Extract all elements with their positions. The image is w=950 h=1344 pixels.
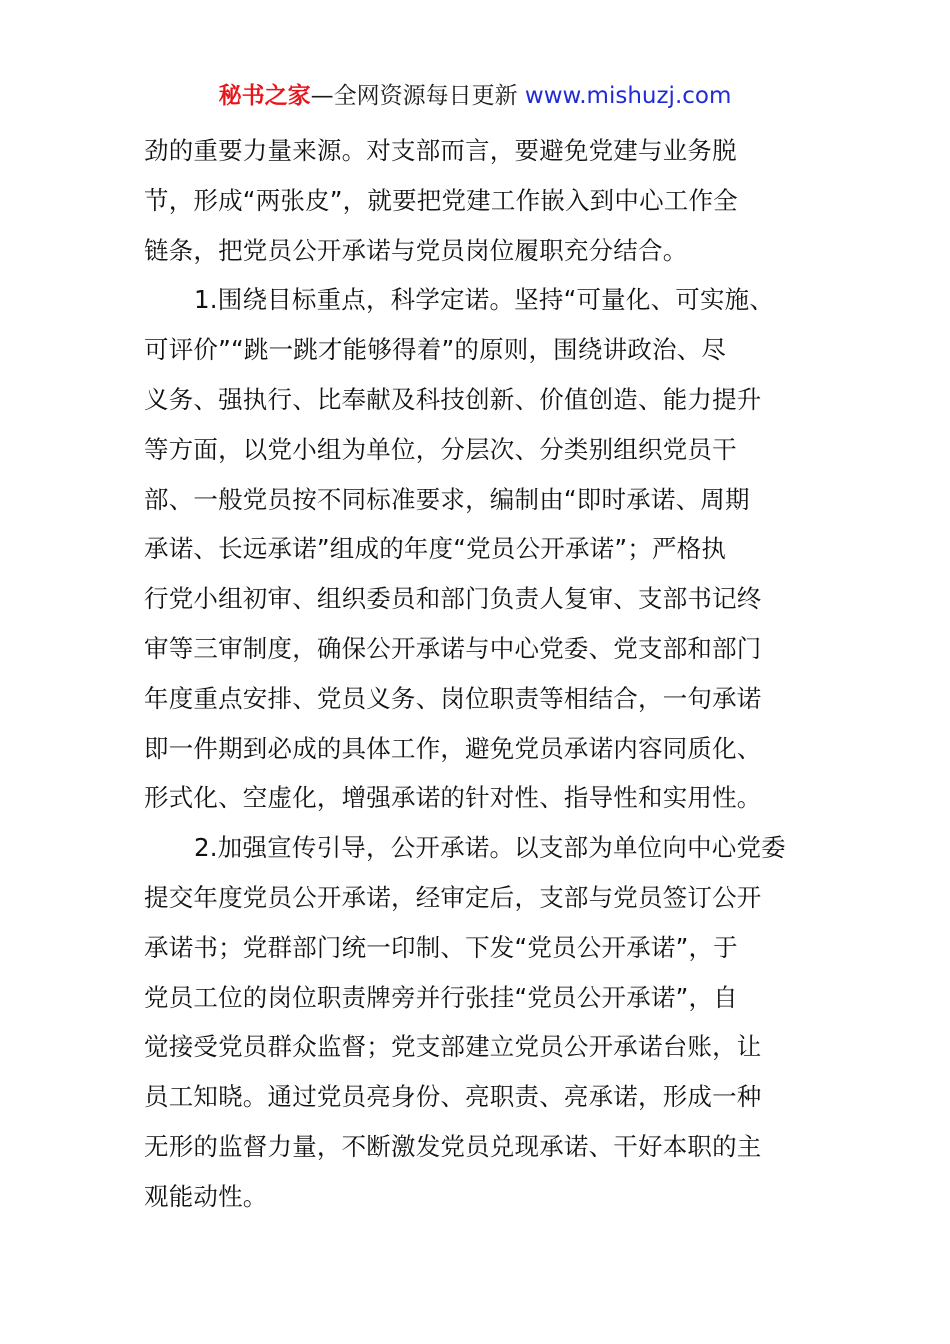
paragraph-line: 义务、强执行、比奉献及科技创新、价值创造、能力提升 xyxy=(144,384,762,414)
paragraph-line: 觉接受党员群众监督；党支部建立党员公开承诺台账，让 xyxy=(144,1032,762,1062)
paragraph-line: 提交年度党员公开承诺，经审定后，支部与党员签订公开 xyxy=(144,882,762,912)
paragraph-line: 员工知晓。通过党员亮身份、亮职责、亮承诺，形成一种 xyxy=(144,1082,762,1112)
document-body xyxy=(144,126,809,1222)
paragraph-line: 即一件期到必成的具体工作，避免党员承诺内容同质化、 xyxy=(144,733,762,763)
paragraph-line: 党员工位的岗位职责牌旁并行张挂“党员公开承诺”，自 xyxy=(144,982,738,1012)
paragraph-line: 部、一般党员按不同标准要求，编制由“即时承诺、周期 xyxy=(144,484,750,514)
section-heading-line: 1.围绕目标重点，科学定诺。坚持“可量化、可实施、 xyxy=(194,285,775,315)
paragraph-line: 行党小组初审、组织委员和部门负责人复审、支部书记终 xyxy=(144,584,762,614)
paragraph-line: 节，形成“两张皮”，就要把党建工作嵌入到中心工作全 xyxy=(144,185,738,215)
section-heading-line: 2.加强宣传引导，公开承诺。以支部为单位向中心党委 xyxy=(194,833,786,863)
watermark-header xyxy=(0,80,950,112)
header-tagline: —全网资源每日更新 xyxy=(310,83,518,109)
paragraph-line: 无形的监督力量，不断激发党员兑现承诺、干好本职的主 xyxy=(144,1131,762,1161)
paragraph-line: 年度重点安排、党员义务、岗位职责等相结合，一句承诺 xyxy=(144,683,762,713)
paragraph-line: 链条，把党员公开承诺与党员岗位履职充分结合。 xyxy=(144,235,688,265)
site-url-link[interactable]: www.mishuzj.com xyxy=(524,83,732,109)
paragraph-line: 承诺、长远承诺”组成的年度“党员公开承诺”；严格执 xyxy=(144,534,727,564)
paragraph-line: 可评价”“跳一跳才能够得着”的原则，围绕讲政治、尽 xyxy=(144,335,727,365)
paragraph-line: 观能动性。 xyxy=(144,1181,268,1211)
paragraph-line: 审等三审制度，确保公开承诺与中心党委、党支部和部门 xyxy=(144,633,762,663)
paragraph-line: 形式化、空虚化，增强承诺的针对性、指导性和实用性。 xyxy=(144,783,762,813)
paragraph-line: 等方面，以党小组为单位，分层次、分类别组织党员干 xyxy=(144,434,737,464)
paragraph-line: 劲的重要力量来源。对支部而言，要避免党建与业务脱 xyxy=(144,136,737,165)
paragraph-line: 承诺书；党群部门统一印制、下发“党员公开承诺”，于 xyxy=(144,932,738,962)
brand-name: 秘书之家 xyxy=(218,83,311,109)
